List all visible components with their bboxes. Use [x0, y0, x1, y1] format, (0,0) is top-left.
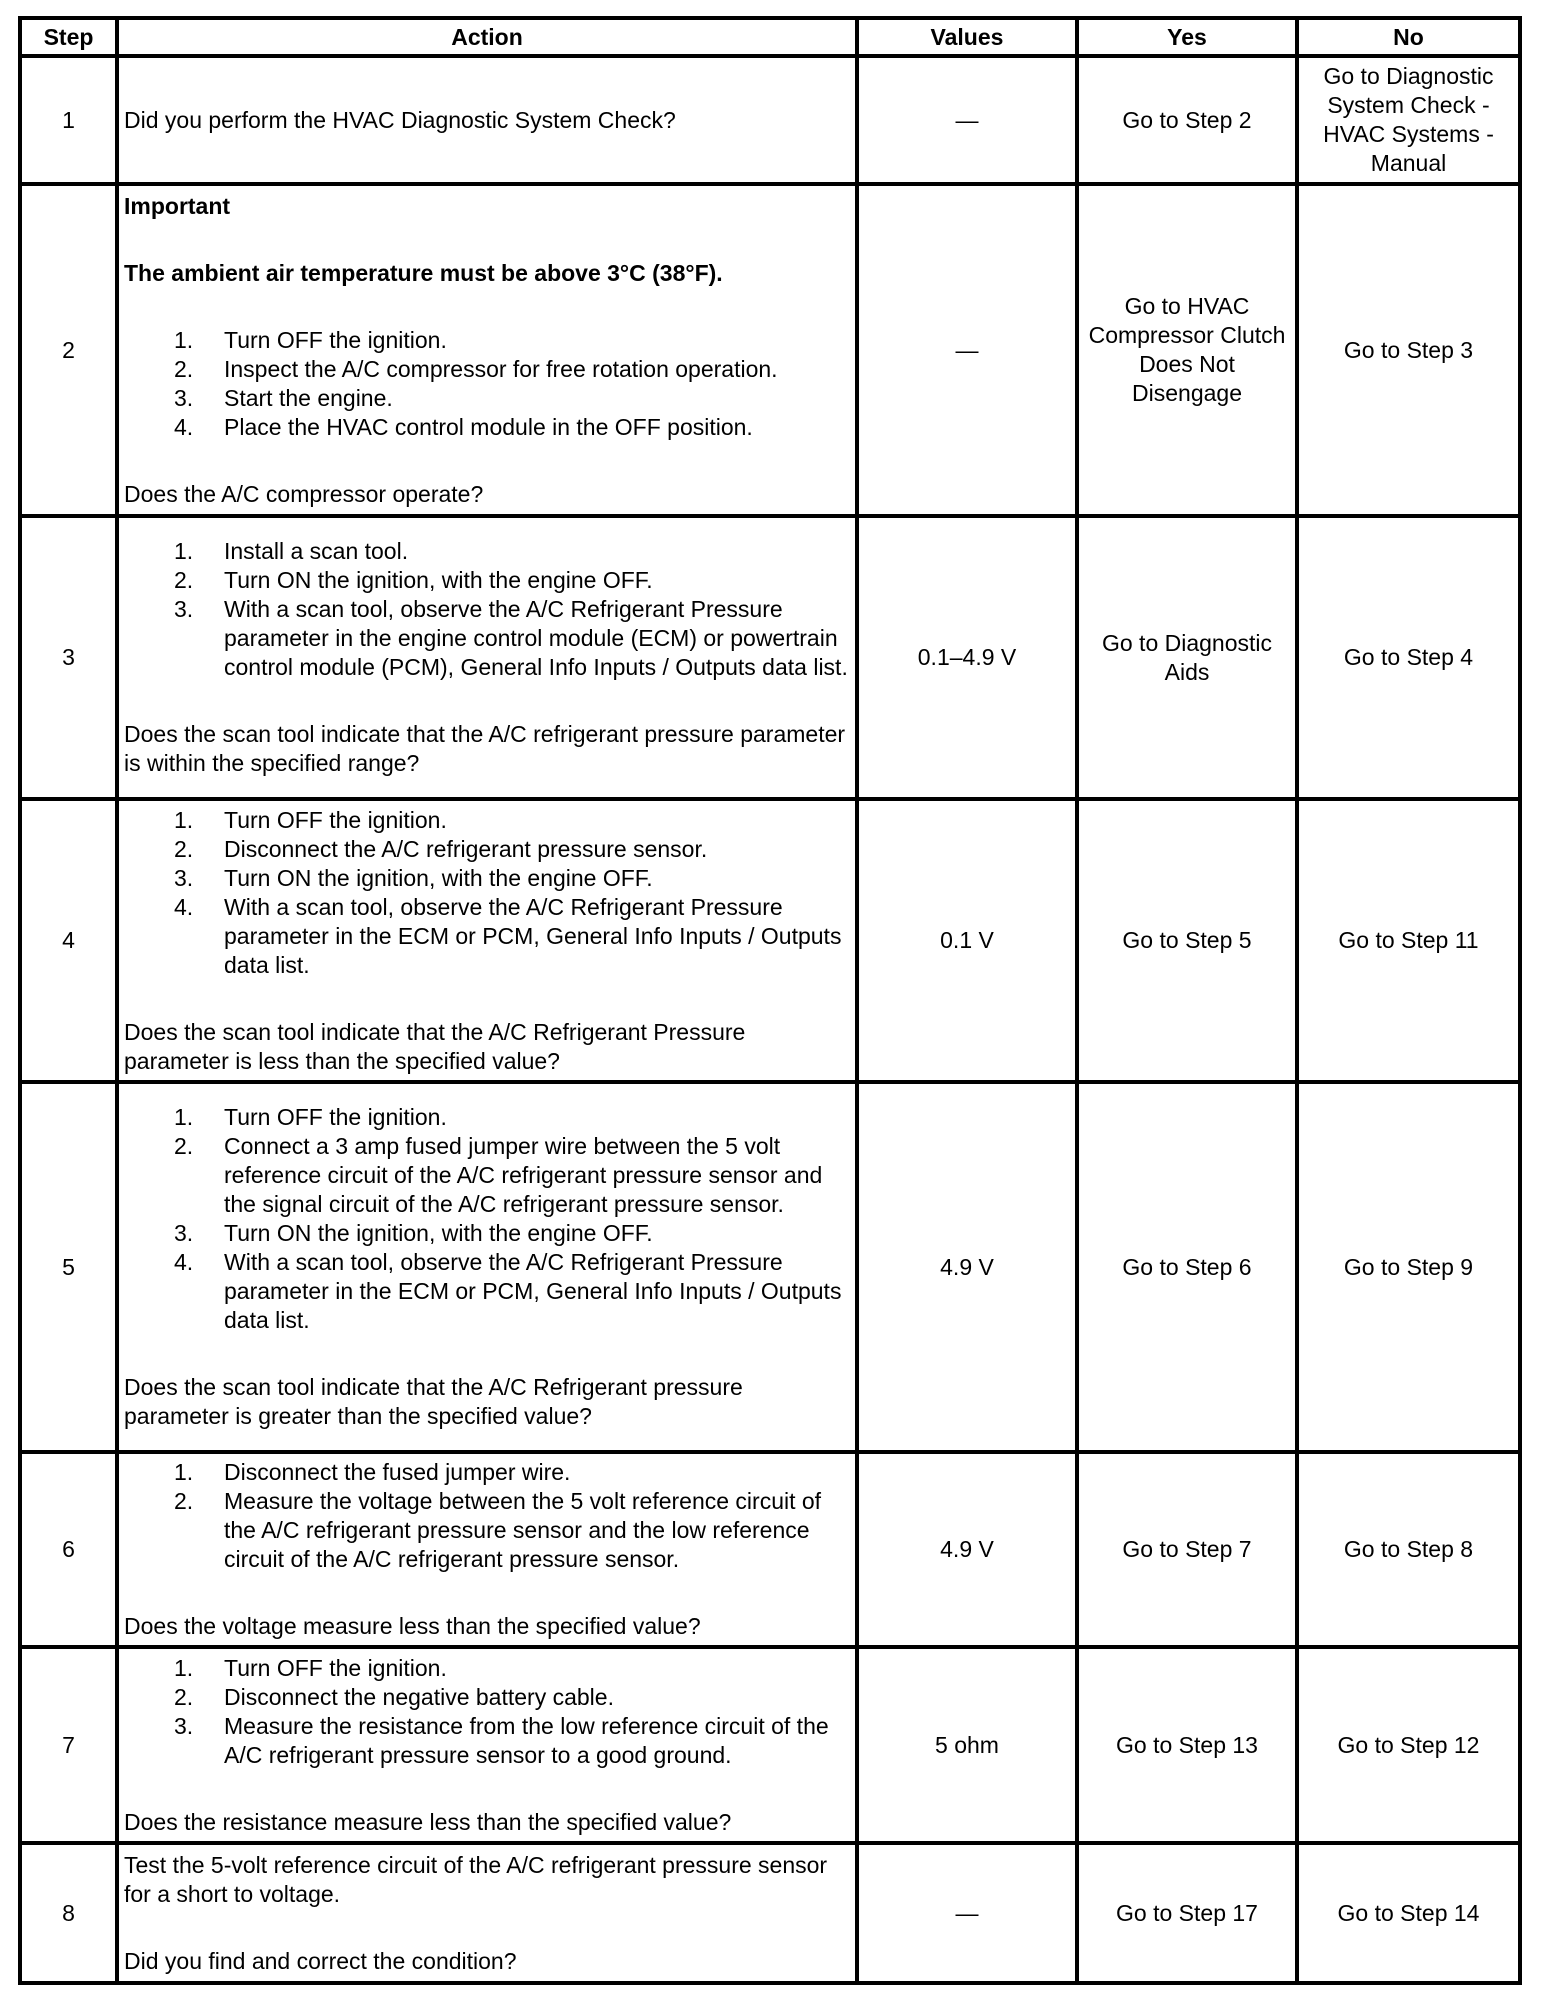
values-cell: —: [857, 56, 1077, 184]
action-step-item: 2. Turn ON the ignition, with the engine OFF.: [174, 567, 653, 593]
action-step-item: 3. Turn ON the ignition, with the engine OFF.: [174, 1220, 653, 1246]
yes-link[interactable]: Go to HVAC Compressor Clutch Does Not Disengage: [1077, 184, 1297, 516]
step-number: 7: [20, 1647, 117, 1843]
important-note: The ambient air temperature must be above 3°C (38°F).: [124, 259, 723, 286]
header-step: Step: [20, 18, 117, 56]
no-link[interactable]: Go to Diagnostic System Check - HVAC Systems - Manual: [1297, 56, 1520, 184]
step-number: 6: [20, 1452, 117, 1647]
no-link[interactable]: Go to Step 12: [1297, 1647, 1520, 1843]
table-row: [20, 516, 1520, 799]
action-step-item: 2. Disconnect the negative battery cable.: [174, 1683, 614, 1710]
diagnostic-table: [18, 16, 1522, 1985]
values-cell: —: [857, 184, 1077, 516]
action-question: Did you find and correct the condition?: [124, 1947, 517, 1974]
action-step-item: 2. Inspect the A/C compressor for free rotation operation.: [174, 355, 778, 382]
action-step-item: 1. Disconnect the fused jumper wire.: [174, 1459, 571, 1485]
action-steps: [124, 537, 850, 682]
action-cell: [117, 184, 857, 516]
yes-link[interactable]: Go to Diagnostic Aids: [1077, 516, 1297, 799]
action-step-item: 2. Connect a 3 amp fused jumper wire between the 5 volt reference circuit of the A/C refrigerant pressure sensor and the signal circuit of the A/C refrigerant pressure sensor.: [174, 1133, 823, 1217]
step-number: 4: [20, 799, 117, 1082]
action-cell: [117, 1452, 857, 1647]
action-step-item: 2. Measure the voltage between the 5 volt reference circuit of the A/C refrigerant pressure sensor and the low reference circuit of the A/C refrigerant pressure sensor.: [174, 1488, 822, 1572]
step-number: 1: [20, 56, 117, 184]
action-step-item: 2. Disconnect the A/C refrigerant pressure sensor.: [174, 835, 708, 862]
action-cell: [117, 56, 857, 184]
action-step-item: 3. Start the engine.: [174, 384, 393, 411]
action-steps: [124, 1654, 850, 1770]
action-steps: [124, 326, 850, 442]
action-step-item: 3. With a scan tool, observe the A/C Refrigerant Pressure parameter in the engine control module (ECM) or powertrain control module (PCM), General Info Inputs / Outputs data list.: [174, 596, 848, 680]
action-steps: [124, 1458, 850, 1574]
table-header-row: [20, 18, 1520, 56]
important-label: Important: [124, 192, 231, 219]
action-intro: Did you perform the HVAC Diagnostic System Check?: [124, 106, 676, 133]
step-number: 5: [20, 1082, 117, 1452]
action-question: Does the scan tool indicate that the A/C Refrigerant Pressure parameter is less than the specified value?: [124, 1018, 746, 1074]
action-step-item: 1. Install a scan tool.: [174, 538, 409, 564]
action-step-item: 1. Turn OFF the ignition.: [174, 1104, 447, 1130]
table-row: [20, 799, 1520, 1082]
table-row: [20, 1843, 1520, 1983]
action-question: Does the scan tool indicate that the A/C Refrigerant pressure parameter is greater than the specified value?: [124, 1374, 743, 1429]
table-row: [20, 1452, 1520, 1647]
action-cell: [117, 799, 857, 1082]
values-cell: 4.9 V: [857, 1452, 1077, 1647]
table-row: [20, 1082, 1520, 1452]
header-action: Action: [117, 18, 857, 56]
step-number: 8: [20, 1843, 117, 1983]
yes-link[interactable]: Go to Step 7: [1077, 1452, 1297, 1647]
no-link[interactable]: Go to Step 9: [1297, 1082, 1520, 1452]
yes-link[interactable]: Go to Step 2: [1077, 56, 1297, 184]
values-cell: 5 ohm: [857, 1647, 1077, 1843]
action-intro: Test the 5-volt reference circuit of the A/C refrigerant pressure sensor for a short to voltage.: [124, 1851, 828, 1907]
action-step-item: 1. Turn OFF the ignition.: [174, 326, 447, 353]
action-step-item: 3. Turn ON the ignition, with the engine OFF.: [174, 864, 653, 891]
no-link[interactable]: Go to Step 4: [1297, 516, 1520, 799]
header-no: No: [1297, 18, 1520, 56]
action-question: Does the scan tool indicate that the A/C refrigerant pressure parameter is within the specified range?: [124, 721, 846, 776]
action-cell: [117, 1647, 857, 1843]
table-row: [20, 184, 1520, 516]
action-step-item: 4. Place the HVAC control module in the OFF position.: [174, 413, 753, 440]
header-values: Values: [857, 18, 1077, 56]
values-cell: 4.9 V: [857, 1082, 1077, 1452]
no-link[interactable]: Go to Step 8: [1297, 1452, 1520, 1647]
step-number: 3: [20, 516, 117, 799]
no-link[interactable]: Go to Step 14: [1297, 1843, 1520, 1983]
values-cell: 0.1–4.9 V: [857, 516, 1077, 799]
no-link[interactable]: Go to Step 11: [1297, 799, 1520, 1082]
values-cell: —: [857, 1843, 1077, 1983]
yes-link[interactable]: Go to Step 5: [1077, 799, 1297, 1082]
action-step-item: 3. Measure the resistance from the low reference circuit of the A/C refrigerant pressure sensor to a good ground.: [174, 1712, 829, 1768]
action-cell: [117, 516, 857, 799]
yes-link[interactable]: Go to Step 6: [1077, 1082, 1297, 1452]
table-row: [20, 56, 1520, 184]
step-number: 2: [20, 184, 117, 516]
action-cell: [117, 1843, 857, 1983]
action-step-item: 4. With a scan tool, observe the A/C Refrigerant Pressure parameter in the ECM or PCM, General Info Inputs / Outputs data list.: [174, 893, 842, 978]
action-steps: [124, 1103, 850, 1335]
action-step-item: 1. Turn OFF the ignition.: [174, 806, 447, 833]
header-yes: Yes: [1077, 18, 1297, 56]
action-step-item: 4. With a scan tool, observe the A/C Refrigerant Pressure parameter in the ECM or PCM, General Info Inputs / Outputs data list.: [174, 1249, 842, 1333]
yes-link[interactable]: Go to Step 17: [1077, 1843, 1297, 1983]
values-cell: 0.1 V: [857, 799, 1077, 1082]
action-steps: [124, 806, 850, 980]
action-question: Does the voltage measure less than the specified value?: [124, 1613, 701, 1639]
no-link[interactable]: Go to Step 3: [1297, 184, 1520, 516]
action-cell: [117, 1082, 857, 1452]
table-row: [20, 1647, 1520, 1843]
action-question: Does the resistance measure less than the specified value?: [124, 1808, 732, 1835]
action-question: Does the A/C compressor operate?: [124, 480, 484, 507]
yes-link[interactable]: Go to Step 13: [1077, 1647, 1297, 1843]
action-step-item: 1. Turn OFF the ignition.: [174, 1654, 447, 1681]
